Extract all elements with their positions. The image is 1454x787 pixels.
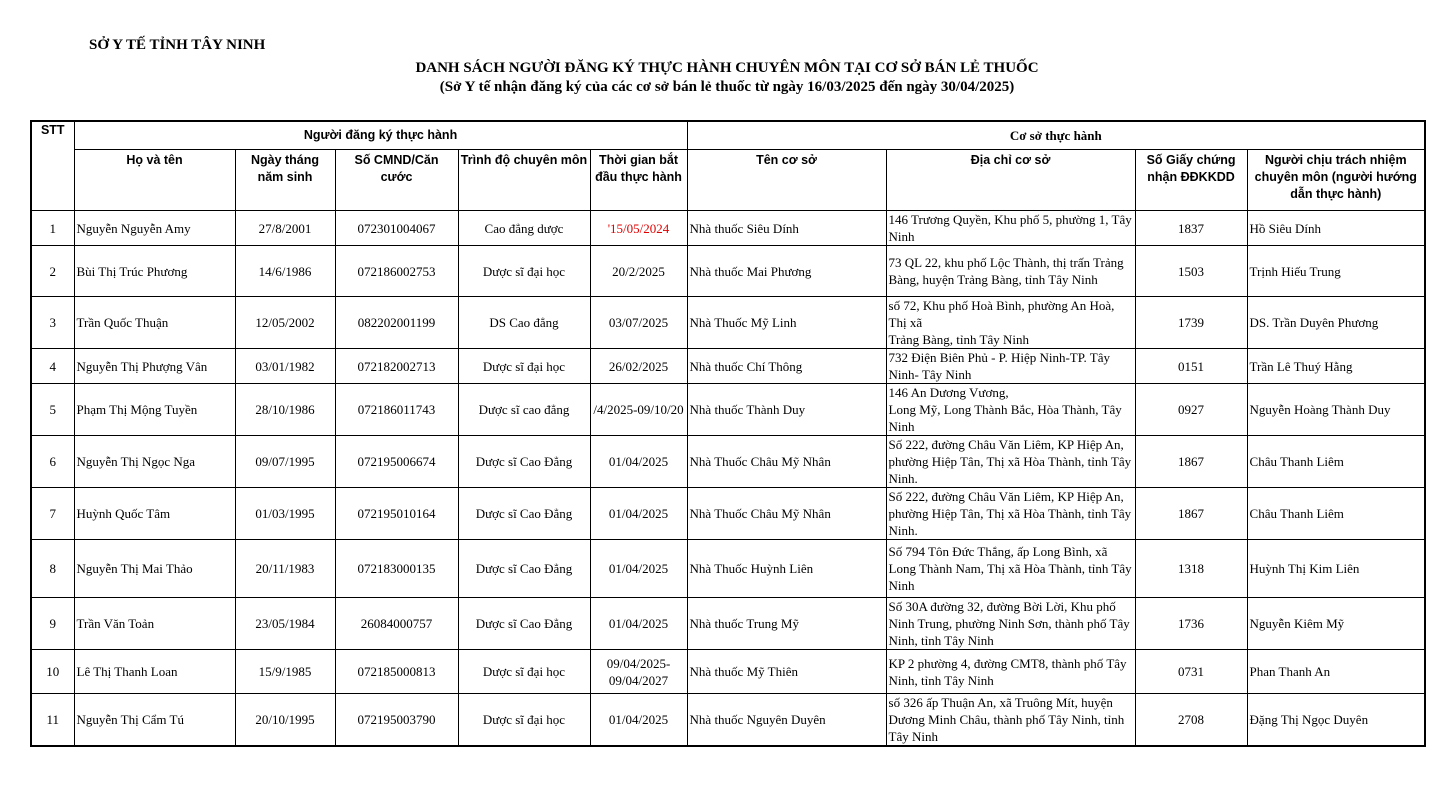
cell-supervisor: Nguyễn Hoàng Thành Duy bbox=[1247, 384, 1425, 436]
cell-facility: Nhà Thuốc Mỹ Linh bbox=[687, 297, 886, 349]
cell-address: Số 30A đường 32, đường Bời Lời, Khu phố Ninh Trung, phường Ninh Sơn, thành phố Tây Ninh, tỉnh Tây Ninh bbox=[886, 598, 1135, 650]
header-dob: Ngày tháng năm sinh bbox=[235, 150, 335, 211]
cell-facility: Nhà Thuốc Huỳnh Liên bbox=[687, 540, 886, 598]
table-body bbox=[31, 211, 1425, 747]
cell-name: Huỳnh Quốc Tâm bbox=[74, 488, 235, 540]
header-stt: STT bbox=[31, 121, 74, 211]
cell-start: 01/04/2025 bbox=[590, 598, 687, 650]
cell-name: Nguyễn Thị Phượng Vân bbox=[74, 349, 235, 384]
cell-level: Dược sĩ Cao Đẳng bbox=[458, 598, 590, 650]
cell-dob: 03/01/1982 bbox=[235, 349, 335, 384]
cell-level: Dược sĩ đại học bbox=[458, 650, 590, 694]
header-facility: Tên cơ sở bbox=[687, 150, 886, 211]
cell-supervisor: Hồ Siêu Dính bbox=[1247, 211, 1425, 246]
cell-cert: 0151 bbox=[1135, 349, 1247, 384]
cell-stt: 9 bbox=[31, 598, 74, 650]
cell-level: Dược sĩ đại học bbox=[458, 246, 590, 297]
cell-start: /4/2025-09/10/20 bbox=[590, 384, 687, 436]
cell-cert: 1739 bbox=[1135, 297, 1247, 349]
cell-start: 20/2/2025 bbox=[590, 246, 687, 297]
cell-address: số 326 ấp Thuận An, xã Truông Mít, huyện Dương Minh Châu, thành phố Tây Ninh, tỉnh Tây Ninh bbox=[886, 694, 1135, 747]
registration-table bbox=[30, 120, 1426, 747]
cell-facility: Nhà thuốc Thành Duy bbox=[687, 384, 886, 436]
cell-supervisor: Châu Thanh Liêm bbox=[1247, 488, 1425, 540]
cell-id: 072301004067 bbox=[335, 211, 458, 246]
cell-dob: 12/05/2002 bbox=[235, 297, 335, 349]
cell-name: Nguyễn Thị Mai Thảo bbox=[74, 540, 235, 598]
header-address: Địa chỉ cơ sở bbox=[886, 150, 1135, 211]
cell-cert: 0927 bbox=[1135, 384, 1247, 436]
cell-id: 072182002713 bbox=[335, 349, 458, 384]
cell-dob: 27/8/2001 bbox=[235, 211, 335, 246]
cell-cert: 1867 bbox=[1135, 488, 1247, 540]
header-start: Thời gian bắt đầu thực hành bbox=[590, 150, 687, 211]
header-name: Họ và tên bbox=[74, 150, 235, 211]
cell-level: Dược sĩ đại học bbox=[458, 349, 590, 384]
group-header-row bbox=[31, 121, 1425, 150]
header-group-facility: Cơ sở thực hành bbox=[687, 121, 1425, 150]
cell-supervisor: Nguyễn Kiêm Mỹ bbox=[1247, 598, 1425, 650]
cell-dob: 01/03/1995 bbox=[235, 488, 335, 540]
column-header-row bbox=[31, 150, 1425, 211]
cell-address: Số 222, đường Châu Văn Liêm, KP Hiệp An, phường Hiệp Tân, Thị xã Hòa Thành, tỉnh Tây Ninh. bbox=[886, 488, 1135, 540]
cell-cert: 1503 bbox=[1135, 246, 1247, 297]
cell-level: Dược sĩ Cao Đẳng bbox=[458, 540, 590, 598]
table-row bbox=[31, 488, 1425, 540]
cell-stt: 4 bbox=[31, 349, 74, 384]
header-cert: Số Giấy chứng nhận ĐĐKKDD bbox=[1135, 150, 1247, 211]
cell-cert: 1837 bbox=[1135, 211, 1247, 246]
table-row bbox=[31, 297, 1425, 349]
cell-start: 03/07/2025 bbox=[590, 297, 687, 349]
cell-id: 072195010164 bbox=[335, 488, 458, 540]
cell-stt: 6 bbox=[31, 436, 74, 488]
cell-name: Bùi Thị Trúc Phương bbox=[74, 246, 235, 297]
cell-cert: 1867 bbox=[1135, 436, 1247, 488]
document-title: DANH SÁCH NGƯỜI ĐĂNG KÝ THỰC HÀNH CHUYÊN MÔN TẠI CƠ SỞ BÁN LẺ THUỐC bbox=[415, 60, 1039, 76]
table-row bbox=[31, 650, 1425, 694]
cell-cert: 2708 bbox=[1135, 694, 1247, 747]
table-row bbox=[31, 694, 1425, 747]
cell-facility: Nhà thuốc Siêu Dính bbox=[687, 211, 886, 246]
cell-name: Nguyễn Thị Ngọc Nga bbox=[74, 436, 235, 488]
cell-facility: Nhà thuốc Mỹ Thiên bbox=[687, 650, 886, 694]
cell-dob: 20/11/1983 bbox=[235, 540, 335, 598]
cell-dob: 09/07/1995 bbox=[235, 436, 335, 488]
cell-start: 26/02/2025 bbox=[590, 349, 687, 384]
cell-level: Dược sĩ đại học bbox=[458, 694, 590, 747]
cell-address: 146 An Dương Vương, Long Mỹ, Long Thành Bắc, Hòa Thành, Tây Ninh bbox=[886, 384, 1135, 436]
cell-stt: 2 bbox=[31, 246, 74, 297]
cell-start: 01/04/2025 bbox=[590, 694, 687, 747]
table-row bbox=[31, 246, 1425, 297]
cell-supervisor: DS. Trần Duyên Phương bbox=[1247, 297, 1425, 349]
cell-facility: Nhà thuốc Mai Phương bbox=[687, 246, 886, 297]
cell-supervisor: Đặng Thị Ngọc Duyên bbox=[1247, 694, 1425, 747]
cell-id: 082202001199 bbox=[335, 297, 458, 349]
cell-id: 072195003790 bbox=[335, 694, 458, 747]
cell-name: Lê Thị Thanh Loan bbox=[74, 650, 235, 694]
cell-facility: Nhà thuốc Chí Thông bbox=[687, 349, 886, 384]
cell-stt: 8 bbox=[31, 540, 74, 598]
header-id: Số CMND/Căn cước bbox=[335, 150, 458, 211]
cell-supervisor: Châu Thanh Liêm bbox=[1247, 436, 1425, 488]
cell-address: Số 794 Tôn Đức Thắng, ấp Long Bình, xã Long Thành Nam, Thị xã Hòa Thành, tỉnh Tây Ninh bbox=[886, 540, 1135, 598]
cell-dob: 23/05/1984 bbox=[235, 598, 335, 650]
cell-name: Phạm Thị Mộng Tuyền bbox=[74, 384, 235, 436]
table-row bbox=[31, 384, 1425, 436]
cell-name: Trần Quốc Thuận bbox=[74, 297, 235, 349]
cell-id: 072186002753 bbox=[335, 246, 458, 297]
cell-address: Số 222, đường Châu Văn Liêm, KP Hiệp An, phường Hiệp Tân, Thị xã Hòa Thành, tỉnh Tây Ninh. bbox=[886, 436, 1135, 488]
cell-stt: 1 bbox=[31, 211, 74, 246]
cell-dob: 28/10/1986 bbox=[235, 384, 335, 436]
table-row bbox=[31, 349, 1425, 384]
table-row bbox=[31, 211, 1425, 246]
cell-start: '15/05/2024 bbox=[590, 211, 687, 246]
cell-id: 072195006674 bbox=[335, 436, 458, 488]
cell-address: 73 QL 22, khu phố Lộc Thành, thị trấn Trảng Bàng, huyện Trảng Bàng, tỉnh Tây Ninh bbox=[886, 246, 1135, 297]
cell-supervisor: Huỳnh Thị Kim Liên bbox=[1247, 540, 1425, 598]
cell-start: 01/04/2025 bbox=[590, 540, 687, 598]
cell-address: số 72, Khu phố Hoà Bình, phường An Hoà, Thị xã Trảng Bàng, tỉnh Tây Ninh bbox=[886, 297, 1135, 349]
cell-name: Nguyễn Nguyễn Amy bbox=[74, 211, 235, 246]
cell-cert: 1736 bbox=[1135, 598, 1247, 650]
cell-cert: 1318 bbox=[1135, 540, 1247, 598]
cell-level: Dược sĩ Cao Đẳng bbox=[458, 436, 590, 488]
cell-stt: 10 bbox=[31, 650, 74, 694]
header-group-person: Người đăng ký thực hành bbox=[74, 121, 687, 150]
cell-address: KP 2 phường 4, đường CMT8, thành phố Tây Ninh, tỉnh Tây Ninh bbox=[886, 650, 1135, 694]
header-supervisor: Người chịu trách nhiệm chuyên môn (người hướng dẫn thực hành) bbox=[1247, 150, 1425, 211]
cell-name: Nguyễn Thị Cẩm Tú bbox=[74, 694, 235, 747]
cell-level: Dược sĩ Cao Đẳng bbox=[458, 488, 590, 540]
cell-id: 26084000757 bbox=[335, 598, 458, 650]
cell-start: 01/04/2025 bbox=[590, 488, 687, 540]
cell-stt: 7 bbox=[31, 488, 74, 540]
cell-start: 09/04/2025- 09/04/2027 bbox=[590, 650, 687, 694]
cell-facility: Nhà Thuốc Châu Mỹ Nhân bbox=[687, 436, 886, 488]
cell-address: 732 Điện Biên Phủ - P. Hiệp Ninh-TP. Tây Ninh- Tây Ninh bbox=[886, 349, 1135, 384]
cell-supervisor: Trần Lê Thuý Hằng bbox=[1247, 349, 1425, 384]
table-row bbox=[31, 540, 1425, 598]
cell-stt: 11 bbox=[31, 694, 74, 747]
cell-id: 072185000813 bbox=[335, 650, 458, 694]
cell-address: 146 Trương Quyền, Khu phố 5, phường 1, Tây Ninh bbox=[886, 211, 1135, 246]
cell-dob: 20/10/1995 bbox=[235, 694, 335, 747]
cell-dob: 15/9/1985 bbox=[235, 650, 335, 694]
cell-supervisor: Trịnh Hiếu Trung bbox=[1247, 246, 1425, 297]
organization-name: SỞ Y TẾ TỈNH TÂY NINH bbox=[89, 37, 266, 53]
cell-level: Cao đẳng dược bbox=[458, 211, 590, 246]
document-subtitle: (Sở Y tế nhận đăng ký của các cơ sở bán lẻ thuốc từ ngày 16/03/2025 đến ngày 30/04/2025) bbox=[439, 79, 1015, 95]
cell-id: 072183000135 bbox=[335, 540, 458, 598]
cell-facility: Nhà Thuốc Châu Mỹ Nhân bbox=[687, 488, 886, 540]
cell-facility: Nhà thuốc Trung Mỹ bbox=[687, 598, 886, 650]
cell-level: DS Cao đẳng bbox=[458, 297, 590, 349]
cell-dob: 14/6/1986 bbox=[235, 246, 335, 297]
cell-cert: 0731 bbox=[1135, 650, 1247, 694]
cell-stt: 5 bbox=[31, 384, 74, 436]
cell-id: 072186011743 bbox=[335, 384, 458, 436]
table-row bbox=[31, 598, 1425, 650]
cell-name: Trần Văn Toản bbox=[74, 598, 235, 650]
cell-start: 01/04/2025 bbox=[590, 436, 687, 488]
cell-facility: Nhà thuốc Nguyên Duyên bbox=[687, 694, 886, 747]
cell-stt: 3 bbox=[31, 297, 74, 349]
cell-supervisor: Phan Thanh An bbox=[1247, 650, 1425, 694]
header-level: Trình độ chuyên môn bbox=[458, 150, 590, 211]
cell-level: Dược sĩ cao đẳng bbox=[458, 384, 590, 436]
table-row bbox=[31, 436, 1425, 488]
